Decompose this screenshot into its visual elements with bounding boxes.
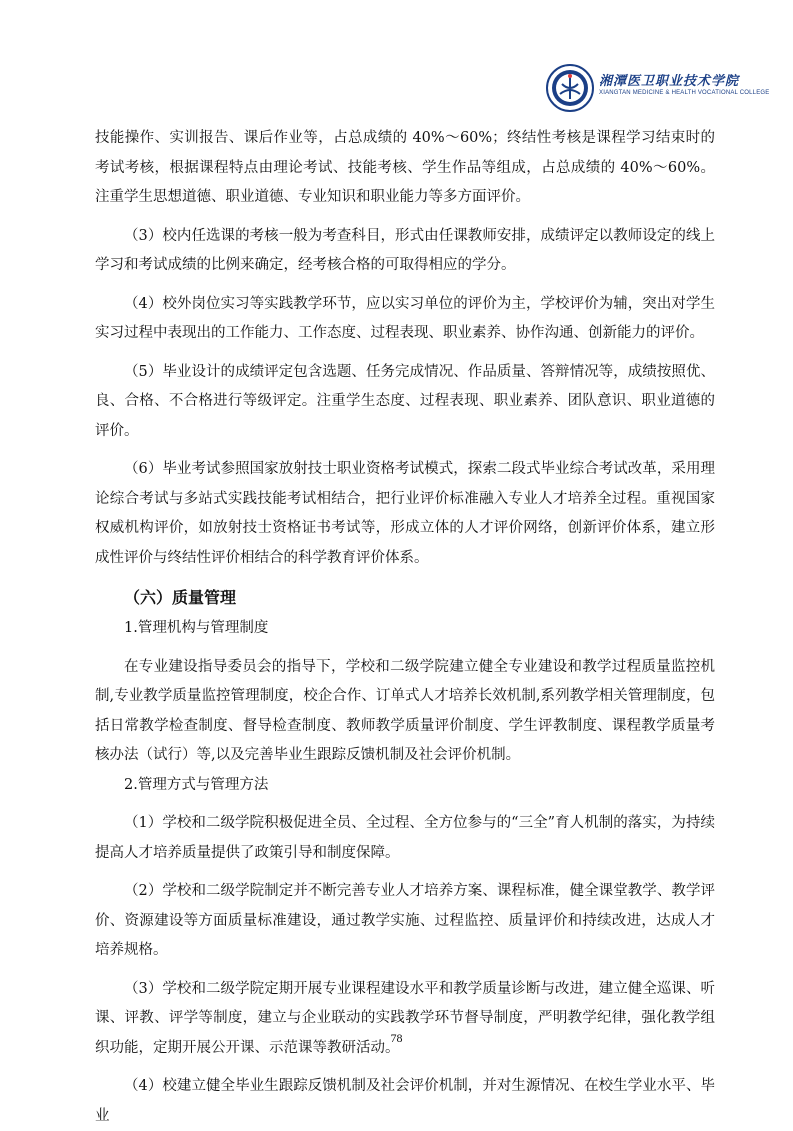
paragraph: （3）校内任选课的考核一般为考查科目，形式由任课教师安排，成绩评定以教师设定的线上学习和考试成绩的比例来确定，经考核合格的可取得相应的学分。 bbox=[95, 227, 715, 273]
logo-chinese-name: 湘潭医卫职业技术学院 bbox=[599, 74, 740, 89]
paragraph: （1）学校和二级学院积极促进全员、全过程、全方位参与的“三全”育人机制的落实，为持续提高人才培养质量提供了政策引导和制度保障。 bbox=[95, 815, 715, 861]
paragraph: （5）毕业设计的成绩评定包含选题、任务完成情况、作品质量、答辩情况等，成绩按照优、良、合格、不合格进行等级评定。注重学生态度、过程表现、职业素养、团队意识、职业道德的评价。 bbox=[95, 363, 715, 439]
section-heading: （六）质量管理 bbox=[124, 588, 237, 607]
paragraph: （4）校建立健全毕业生跟踪反馈机制及社会评价机制，并对生源情况、在校生学业水平、毕业 bbox=[95, 1078, 715, 1124]
paragraph: （2）学校和二级学院制定并不断完善专业人才培养方案、课程标准，健全课堂教学、教学评价、资源建设等方面质量标准建设，通过教学实施、过程监控、质量评价和持续改进，达成人才培养规格。 bbox=[95, 883, 715, 958]
paragraph: （6）毕业考试参照国家放射技士职业资格考试模式，探索二段式毕业综合考试改革，采用理论综合考试与多站式实践技能考试相结合，把行业评价标准融入专业人才培养全过程。重视国家权威机构评价，如放射技士资格证书考试等，形成立体的人才评价网络，创新评价体系，建立形成性评价与终结性评价相结合的科学教育评价体系。 bbox=[95, 461, 715, 566]
paragraph: 在专业建设指导委员会的指导下，学校和二级学院建立健全专业建设和教学过程质量监控机制,专业教学质量监控管理制度，校企合作、订单式人才培养长效机制,系列教学相关管理制度，包括日常教学检查制度、督导检查制度、教师教学质量评价制度、学生评教制度、课程教学质量考核办法（试行）等,以及完善毕业生跟踪反馈机制及社会评价机制。 bbox=[95, 658, 715, 763]
college-logo bbox=[546, 64, 770, 114]
paragraph: 技能操作、实训报告、课后作业等，占总成绩的 40%～60%；终结性考核是课程学习结束时的考试考核，根据课程特点由理论考试、技能考核、学生作品等组成，占总成绩的 40%～60%。注重学生思想道德、职业道德、专业知识和职业能力等多方面评价。 bbox=[95, 130, 715, 205]
subsection-heading: 2.管理方式与管理方法 bbox=[124, 776, 269, 793]
paragraph: （4）校外岗位实习等实践教学环节，应以实习单位的评价为主，学校评价为辅，突出对学生实习过程中表现出的工作能力、工作态度、过程表现、职业素养、协作沟通、创新能力的评价。 bbox=[95, 295, 715, 341]
page-number: 78 bbox=[390, 1031, 403, 1045]
document-body bbox=[95, 124, 715, 1131]
subsection-heading: 1.管理机构与管理制度 bbox=[124, 620, 269, 636]
logo-english-name: XIANGTAN MEDICINE & HEALTH VOCATIONAL COLLEGE bbox=[599, 90, 770, 96]
college-emblem-icon bbox=[546, 64, 594, 112]
paragraph: （3）学校和二级学院定期开展专业课程建设水平和教学质量诊断与改进，建立健全巡课、听课、评教、评学等制度，建立与企业联动的实践教学环节督导制度，严明教学纪律，强化教学组织功能，定期开展公开课、示范课等教研活动。 bbox=[95, 980, 715, 1056]
